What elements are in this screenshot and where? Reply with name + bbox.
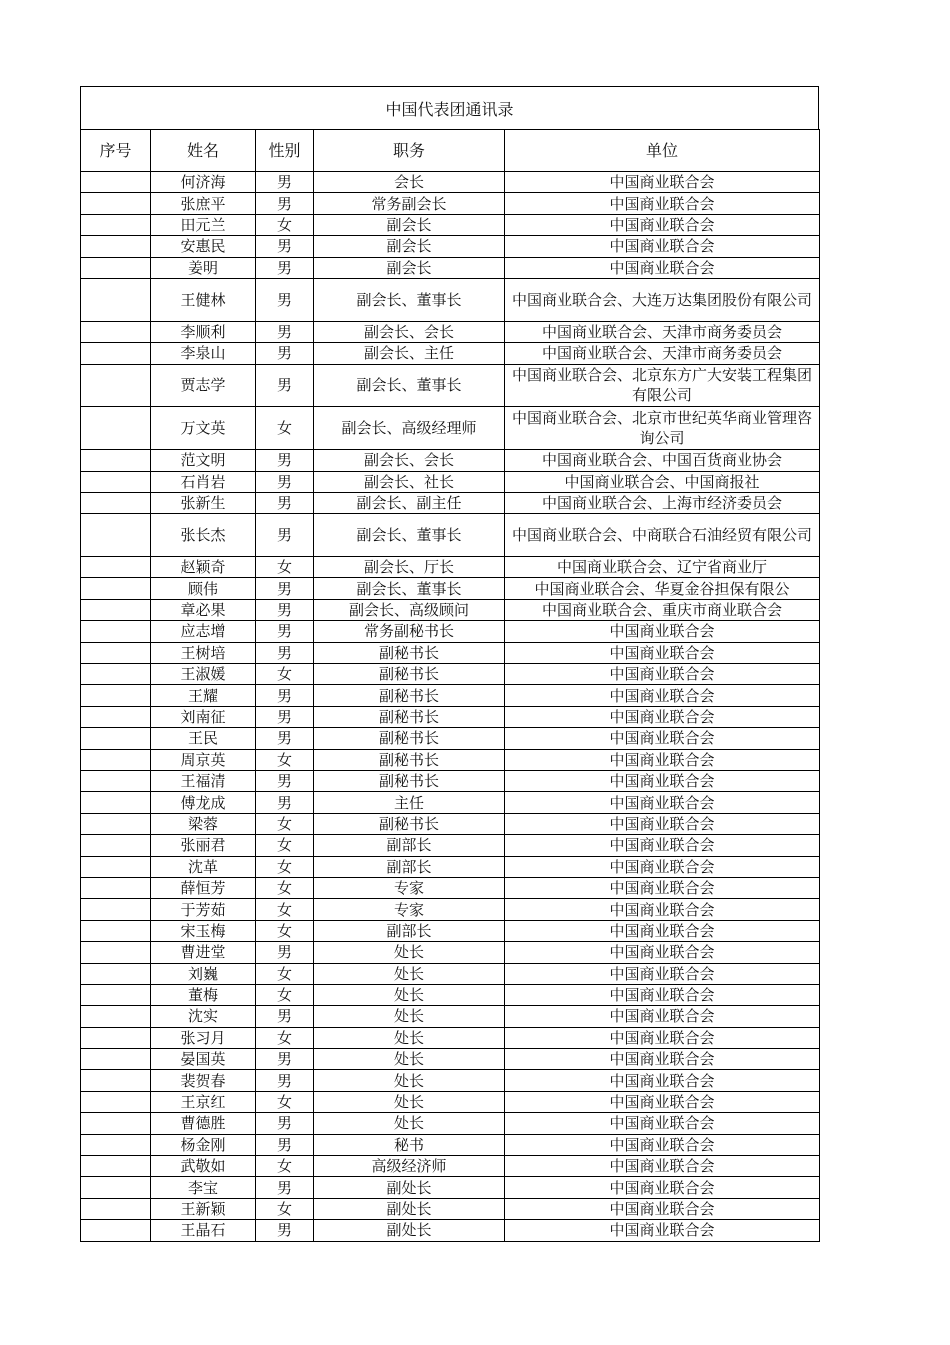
- cell-gender: 男: [256, 792, 314, 813]
- cell-position: 副秘书长: [314, 685, 505, 706]
- cell-unit: 中国商业联合会: [505, 1091, 820, 1112]
- cell-gender: 男: [256, 771, 314, 792]
- cell-name: 周京英: [151, 749, 256, 770]
- cell-gender: 女: [256, 214, 314, 235]
- cell-unit: 中国商业联合会: [505, 172, 820, 193]
- cell-unit: 中国商业联合会: [505, 1049, 820, 1070]
- cell-position: 处长: [314, 1027, 505, 1048]
- cell-gender: 女: [256, 963, 314, 984]
- table-row: [81, 621, 820, 642]
- table-row: [81, 642, 820, 663]
- cell-unit: 中国商业联合会、华夏金谷担保有限公: [505, 578, 820, 599]
- cell-position: 副处长: [314, 1220, 505, 1241]
- cell-name: 裴贺春: [151, 1070, 256, 1091]
- cell-gender: 男: [256, 236, 314, 257]
- cell-num: [81, 1177, 151, 1198]
- cell-position: 副会长、社长: [314, 471, 505, 492]
- directory-table: [80, 129, 820, 1242]
- cell-unit: 中国商业联合会、上海市经济委员会: [505, 492, 820, 513]
- header-num: 序号: [81, 130, 151, 172]
- cell-position: 副处长: [314, 1177, 505, 1198]
- table-row: [81, 364, 820, 407]
- cell-gender: 男: [256, 728, 314, 749]
- cell-name: 王福清: [151, 771, 256, 792]
- cell-unit: 中国商业联合会: [505, 236, 820, 257]
- cell-unit: 中国商业联合会、天津市商务委员会: [505, 321, 820, 342]
- table-row: [81, 492, 820, 513]
- cell-unit: 中国商业联合会: [505, 685, 820, 706]
- table-row: [81, 172, 820, 193]
- cell-unit: 中国商业联合会: [505, 749, 820, 770]
- cell-num: [81, 621, 151, 642]
- cell-position: 处长: [314, 1091, 505, 1112]
- cell-gender: 男: [256, 1049, 314, 1070]
- cell-unit: 中国商业联合会: [505, 257, 820, 278]
- header-row: [81, 130, 820, 172]
- cell-num: [81, 578, 151, 599]
- cell-unit: 中国商业联合会: [505, 706, 820, 727]
- cell-unit: 中国商业联合会: [505, 1156, 820, 1177]
- table-row: [81, 920, 820, 941]
- table-row: [81, 599, 820, 620]
- cell-position: 副秘书长: [314, 771, 505, 792]
- cell-position: 副会长、高级顾问: [314, 599, 505, 620]
- cell-position: 会长: [314, 172, 505, 193]
- cell-gender: 男: [256, 578, 314, 599]
- table-row: [81, 450, 820, 471]
- cell-gender: 男: [256, 278, 314, 321]
- cell-num: [81, 364, 151, 407]
- cell-position: 常务副秘书长: [314, 621, 505, 642]
- cell-num: [81, 407, 151, 450]
- cell-gender: 男: [256, 321, 314, 342]
- table-row: [81, 1177, 820, 1198]
- cell-position: 专家: [314, 899, 505, 920]
- cell-position: 处长: [314, 984, 505, 1005]
- cell-unit: 中国商业联合会: [505, 1177, 820, 1198]
- cell-name: 王耀: [151, 685, 256, 706]
- cell-num: [81, 942, 151, 963]
- cell-name: 何济海: [151, 172, 256, 193]
- cell-position: 副会长: [314, 236, 505, 257]
- cell-num: [81, 1156, 151, 1177]
- table-row: [81, 813, 820, 834]
- table-row: [81, 984, 820, 1005]
- cell-name: 梁蓉: [151, 813, 256, 834]
- table-row: [81, 792, 820, 813]
- cell-unit: 中国商业联合会: [505, 856, 820, 877]
- table-row: [81, 942, 820, 963]
- cell-name: 李泉山: [151, 343, 256, 364]
- cell-name: 于芳茹: [151, 899, 256, 920]
- cell-position: 副部长: [314, 835, 505, 856]
- cell-position: 副处长: [314, 1198, 505, 1219]
- table-row: [81, 1070, 820, 1091]
- cell-name: 贾志学: [151, 364, 256, 407]
- cell-unit: 中国商业联合会: [505, 877, 820, 898]
- cell-unit: 中国商业联合会、北京东方广大安装工程集团有限公司: [505, 364, 820, 407]
- cell-unit: 中国商业联合会: [505, 1113, 820, 1134]
- cell-name: 应志增: [151, 621, 256, 642]
- cell-num: [81, 172, 151, 193]
- cell-num: [81, 450, 151, 471]
- cell-unit: 中国商业联合会: [505, 664, 820, 685]
- cell-unit: 中国商业联合会: [505, 1198, 820, 1219]
- cell-num: [81, 1070, 151, 1091]
- cell-unit: 中国商业联合会: [505, 1134, 820, 1155]
- table-row: [81, 1091, 820, 1112]
- cell-position: 处长: [314, 963, 505, 984]
- table-row: [81, 1220, 820, 1241]
- cell-name: 万文英: [151, 407, 256, 450]
- header-unit: 单位: [505, 130, 820, 172]
- table-row: [81, 856, 820, 877]
- cell-unit: 中国商业联合会: [505, 835, 820, 856]
- cell-position: 副会长: [314, 214, 505, 235]
- cell-name: 王树培: [151, 642, 256, 663]
- table-row: [81, 1006, 820, 1027]
- cell-num: [81, 728, 151, 749]
- cell-num: [81, 599, 151, 620]
- cell-name: 张丽君: [151, 835, 256, 856]
- cell-name: 姜明: [151, 257, 256, 278]
- cell-num: [81, 321, 151, 342]
- cell-unit: 中国商业联合会: [505, 771, 820, 792]
- table-row: [81, 963, 820, 984]
- cell-position: 副会长、董事长: [314, 364, 505, 407]
- table-row: [81, 257, 820, 278]
- cell-num: [81, 1006, 151, 1027]
- table-row: [81, 578, 820, 599]
- header-gender: 性别: [256, 130, 314, 172]
- cell-gender: 女: [256, 984, 314, 1005]
- cell-position: 处长: [314, 1113, 505, 1134]
- cell-gender: 女: [256, 1091, 314, 1112]
- cell-position: 副会长: [314, 257, 505, 278]
- cell-name: 王京红: [151, 1091, 256, 1112]
- cell-name: 张庶平: [151, 193, 256, 214]
- cell-gender: 男: [256, 1006, 314, 1027]
- cell-num: [81, 1113, 151, 1134]
- cell-position: 副部长: [314, 856, 505, 877]
- cell-position: 副会长、主任: [314, 343, 505, 364]
- cell-name: 李顺利: [151, 321, 256, 342]
- cell-name: 刘巍: [151, 963, 256, 984]
- cell-num: [81, 877, 151, 898]
- cell-unit: 中国商业联合会: [505, 813, 820, 834]
- cell-name: 沈革: [151, 856, 256, 877]
- cell-num: [81, 664, 151, 685]
- cell-gender: 男: [256, 706, 314, 727]
- cell-gender: 女: [256, 813, 314, 834]
- cell-unit: 中国商业联合会: [505, 792, 820, 813]
- cell-name: 武敬如: [151, 1156, 256, 1177]
- cell-name: 石肖岩: [151, 471, 256, 492]
- cell-name: 王民: [151, 728, 256, 749]
- table-row: [81, 664, 820, 685]
- cell-position: 副会长、会长: [314, 450, 505, 471]
- cell-gender: 男: [256, 1220, 314, 1241]
- cell-position: 副秘书长: [314, 664, 505, 685]
- cell-name: 沈实: [151, 1006, 256, 1027]
- cell-name: 章必果: [151, 599, 256, 620]
- cell-gender: 男: [256, 685, 314, 706]
- cell-num: [81, 920, 151, 941]
- cell-unit: 中国商业联合会、天津市商务委员会: [505, 343, 820, 364]
- cell-name: 薛恒芳: [151, 877, 256, 898]
- table-row: [81, 343, 820, 364]
- table-row: [81, 214, 820, 235]
- cell-name: 张新生: [151, 492, 256, 513]
- cell-gender: 女: [256, 1027, 314, 1048]
- cell-name: 杨金刚: [151, 1134, 256, 1155]
- cell-unit: 中国商业联合会: [505, 193, 820, 214]
- cell-position: 处长: [314, 1006, 505, 1027]
- cell-unit: 中国商业联合会: [505, 728, 820, 749]
- cell-position: 副秘书长: [314, 749, 505, 770]
- cell-gender: 男: [256, 1134, 314, 1155]
- cell-unit: 中国商业联合会、大连万达集团股份有限公司: [505, 278, 820, 321]
- cell-num: [81, 343, 151, 364]
- cell-num: [81, 813, 151, 834]
- table-row: [81, 706, 820, 727]
- table-row: [81, 1198, 820, 1219]
- table-row: [81, 899, 820, 920]
- cell-num: [81, 214, 151, 235]
- cell-gender: 男: [256, 514, 314, 557]
- table-row: [81, 236, 820, 257]
- cell-position: 副会长、副主任: [314, 492, 505, 513]
- cell-num: [81, 492, 151, 513]
- cell-gender: 男: [256, 1113, 314, 1134]
- cell-num: [81, 706, 151, 727]
- cell-position: 副部长: [314, 920, 505, 941]
- cell-name: 傅龙成: [151, 792, 256, 813]
- cell-name: 王健林: [151, 278, 256, 321]
- cell-name: 宋玉梅: [151, 920, 256, 941]
- directory-sheet: [80, 86, 819, 1242]
- cell-position: 专家: [314, 877, 505, 898]
- table-row: [81, 1027, 820, 1048]
- sheet-title: 中国代表团通讯录: [80, 86, 819, 129]
- cell-name: 张习月: [151, 1027, 256, 1048]
- cell-num: [81, 642, 151, 663]
- cell-num: [81, 792, 151, 813]
- cell-name: 王淑媛: [151, 664, 256, 685]
- cell-unit: 中国商业联合会、重庆市商业联合会: [505, 599, 820, 620]
- cell-position: 秘书: [314, 1134, 505, 1155]
- header-name: 姓名: [151, 130, 256, 172]
- cell-gender: 女: [256, 1156, 314, 1177]
- cell-position: 副会长、会长: [314, 321, 505, 342]
- cell-gender: 女: [256, 899, 314, 920]
- cell-position: 处长: [314, 1049, 505, 1070]
- cell-gender: 男: [256, 492, 314, 513]
- cell-gender: 男: [256, 450, 314, 471]
- cell-position: 副会长、董事长: [314, 278, 505, 321]
- table-row: [81, 1113, 820, 1134]
- cell-unit: 中国商业联合会: [505, 214, 820, 235]
- cell-name: 张长杰: [151, 514, 256, 557]
- cell-gender: 男: [256, 1070, 314, 1091]
- cell-name: 安惠民: [151, 236, 256, 257]
- cell-gender: 男: [256, 471, 314, 492]
- cell-name: 田元兰: [151, 214, 256, 235]
- table-row: [81, 557, 820, 578]
- cell-gender: 女: [256, 407, 314, 450]
- cell-gender: 女: [256, 835, 314, 856]
- cell-unit: 中国商业联合会、北京市世纪英华商业管理咨询公司: [505, 407, 820, 450]
- table-row: [81, 407, 820, 450]
- cell-gender: 男: [256, 257, 314, 278]
- table-row: [81, 471, 820, 492]
- cell-name: 刘南征: [151, 706, 256, 727]
- cell-position: 主任: [314, 792, 505, 813]
- cell-unit: 中国商业联合会: [505, 1220, 820, 1241]
- cell-gender: 男: [256, 364, 314, 407]
- cell-name: 曹进堂: [151, 942, 256, 963]
- cell-num: [81, 257, 151, 278]
- cell-num: [81, 749, 151, 770]
- cell-unit: 中国商业联合会: [505, 642, 820, 663]
- cell-position: 副会长、董事长: [314, 514, 505, 557]
- cell-unit: 中国商业联合会: [505, 1006, 820, 1027]
- cell-position: 副秘书长: [314, 728, 505, 749]
- table-row: [81, 1134, 820, 1155]
- cell-name: 赵颖奇: [151, 557, 256, 578]
- cell-gender: 男: [256, 642, 314, 663]
- cell-position: 高级经济师: [314, 1156, 505, 1177]
- cell-num: [81, 685, 151, 706]
- cell-unit: 中国商业联合会: [505, 942, 820, 963]
- cell-num: [81, 1198, 151, 1219]
- cell-unit: 中国商业联合会、中国百货商业协会: [505, 450, 820, 471]
- cell-position: 副秘书长: [314, 706, 505, 727]
- table-row: [81, 278, 820, 321]
- cell-num: [81, 984, 151, 1005]
- cell-name: 李宝: [151, 1177, 256, 1198]
- cell-num: [81, 514, 151, 557]
- cell-unit: 中国商业联合会: [505, 984, 820, 1005]
- cell-gender: 女: [256, 557, 314, 578]
- cell-num: [81, 771, 151, 792]
- table-row: [81, 193, 820, 214]
- cell-position: 副秘书长: [314, 813, 505, 834]
- header-position: 职务: [314, 130, 505, 172]
- cell-name: 晏国英: [151, 1049, 256, 1070]
- cell-gender: 女: [256, 877, 314, 898]
- cell-position: 副会长、高级经理师: [314, 407, 505, 450]
- cell-gender: 女: [256, 749, 314, 770]
- table-row: [81, 749, 820, 770]
- cell-name: 董梅: [151, 984, 256, 1005]
- cell-gender: 男: [256, 193, 314, 214]
- cell-num: [81, 1134, 151, 1155]
- cell-position: 副秘书长: [314, 642, 505, 663]
- table-row: [81, 321, 820, 342]
- cell-gender: 女: [256, 856, 314, 877]
- cell-gender: 女: [256, 664, 314, 685]
- table-row: [81, 1156, 820, 1177]
- cell-unit: 中国商业联合会: [505, 1027, 820, 1048]
- cell-num: [81, 856, 151, 877]
- cell-unit: 中国商业联合会、中商联合石油经贸有限公司: [505, 514, 820, 557]
- cell-name: 王新颖: [151, 1198, 256, 1219]
- table-row: [81, 771, 820, 792]
- table-row: [81, 685, 820, 706]
- cell-gender: 男: [256, 942, 314, 963]
- cell-name: 王晶石: [151, 1220, 256, 1241]
- cell-num: [81, 278, 151, 321]
- cell-unit: 中国商业联合会: [505, 920, 820, 941]
- cell-num: [81, 193, 151, 214]
- table-body: [81, 172, 820, 1242]
- cell-num: [81, 1220, 151, 1241]
- cell-name: 曹德胜: [151, 1113, 256, 1134]
- cell-position: 常务副会长: [314, 193, 505, 214]
- cell-name: 顾伟: [151, 578, 256, 599]
- cell-gender: 男: [256, 343, 314, 364]
- cell-position: 处长: [314, 1070, 505, 1091]
- table-row: [81, 877, 820, 898]
- cell-gender: 女: [256, 920, 314, 941]
- table-row: [81, 514, 820, 557]
- cell-unit: 中国商业联合会: [505, 621, 820, 642]
- cell-gender: 男: [256, 599, 314, 620]
- cell-unit: 中国商业联合会、中国商报社: [505, 471, 820, 492]
- table-row: [81, 835, 820, 856]
- cell-num: [81, 963, 151, 984]
- cell-position: 副会长、厅长: [314, 557, 505, 578]
- cell-num: [81, 899, 151, 920]
- cell-num: [81, 557, 151, 578]
- table-row: [81, 728, 820, 749]
- cell-num: [81, 471, 151, 492]
- cell-gender: 女: [256, 1198, 314, 1219]
- cell-num: [81, 1091, 151, 1112]
- cell-position: 副会长、董事长: [314, 578, 505, 599]
- cell-gender: 男: [256, 172, 314, 193]
- cell-position: 处长: [314, 942, 505, 963]
- cell-num: [81, 835, 151, 856]
- cell-unit: 中国商业联合会: [505, 899, 820, 920]
- cell-num: [81, 1049, 151, 1070]
- cell-unit: 中国商业联合会: [505, 963, 820, 984]
- cell-gender: 男: [256, 621, 314, 642]
- cell-unit: 中国商业联合会、辽宁省商业厅: [505, 557, 820, 578]
- cell-gender: 男: [256, 1177, 314, 1198]
- cell-unit: 中国商业联合会: [505, 1070, 820, 1091]
- table-row: [81, 1049, 820, 1070]
- cell-num: [81, 236, 151, 257]
- cell-name: 范文明: [151, 450, 256, 471]
- cell-num: [81, 1027, 151, 1048]
